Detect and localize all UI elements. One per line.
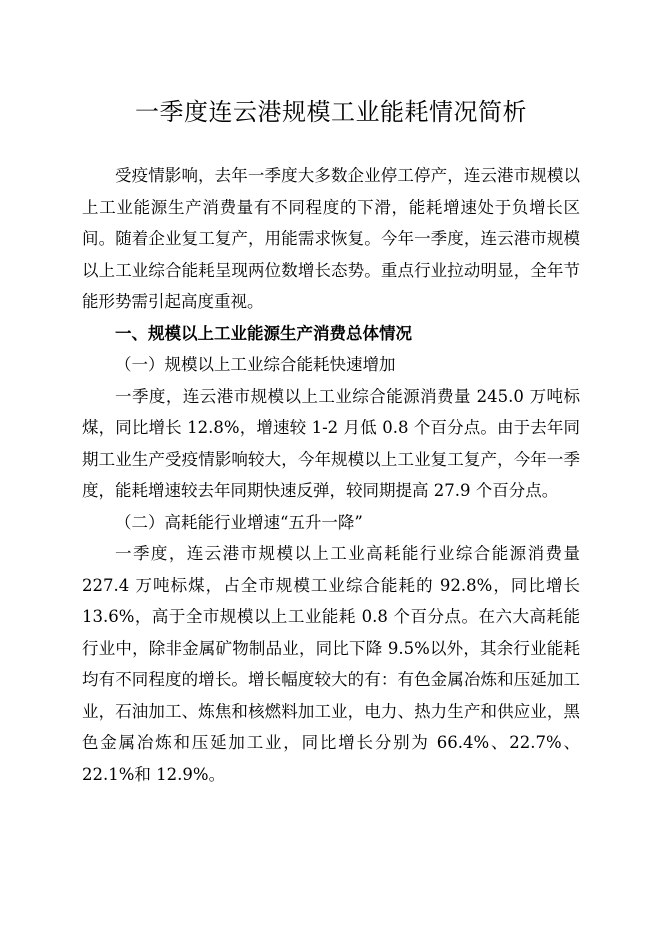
section-heading-1: 一、规模以上工业能源生产消费总体情况 <box>115 323 412 343</box>
subsection-2-paragraph: 一季度，连云港市规模以上工业高耗能行业综合能源消费量 227.4 万吨标煤，占全市规模工业综合能耗的 92.8%，同比增长 13.6%，高于全市规模以上工业能耗 0.8 个百分点。在六大高耗能行业中，除非金属矿物制品业，同比下降 9.5%以外，其余行业能耗均有不同程度的增长。增长幅度较大的有：有色金属冶炼和压延加工业，石油加工、炼焦和核燃料加工业，电力、热力生产和供应业，黑色金属冶炼和压延加工业，同比增长分别为 66.4%、22.7%、22.1%和 12.9%。 <box>82 544 580 784</box>
document-title: 一季度连云港规模工业能耗情况简析 <box>135 98 527 126</box>
subsection-heading-1: （一）规模以上工业综合能耗快速增加 <box>115 355 396 374</box>
intro-paragraph: 受疫情影响，去年一季度大多数企业停工停产，连云港市规模以上工业能源生产消费量有不同程度的下滑，能耗增速处于负增长区间。随着企业复工复产，用能需求恢复。今年一季度，连云港市规模以上工业综合能耗呈现两位数增长态势。重点行业拉动明显，全年节能形势需引起高度重视。 <box>82 166 580 311</box>
subsection-heading-2: （二）高耗能行业增速“五升一降” <box>115 512 363 532</box>
document-body <box>82 160 580 790</box>
subsection-1-paragraph: 一季度，连云港市规模以上工业综合能源消费量 245.0 万吨标煤，同比增长 12.8%，增速较 1-2 月低 0.8 个百分点。由于去年同期工业生产受疫情影响较大，今年规模以上工业复工复产，今年一季度，能耗增速较去年同期快速反弹，较同期提高 27.9 个百分点。 <box>82 386 580 500</box>
